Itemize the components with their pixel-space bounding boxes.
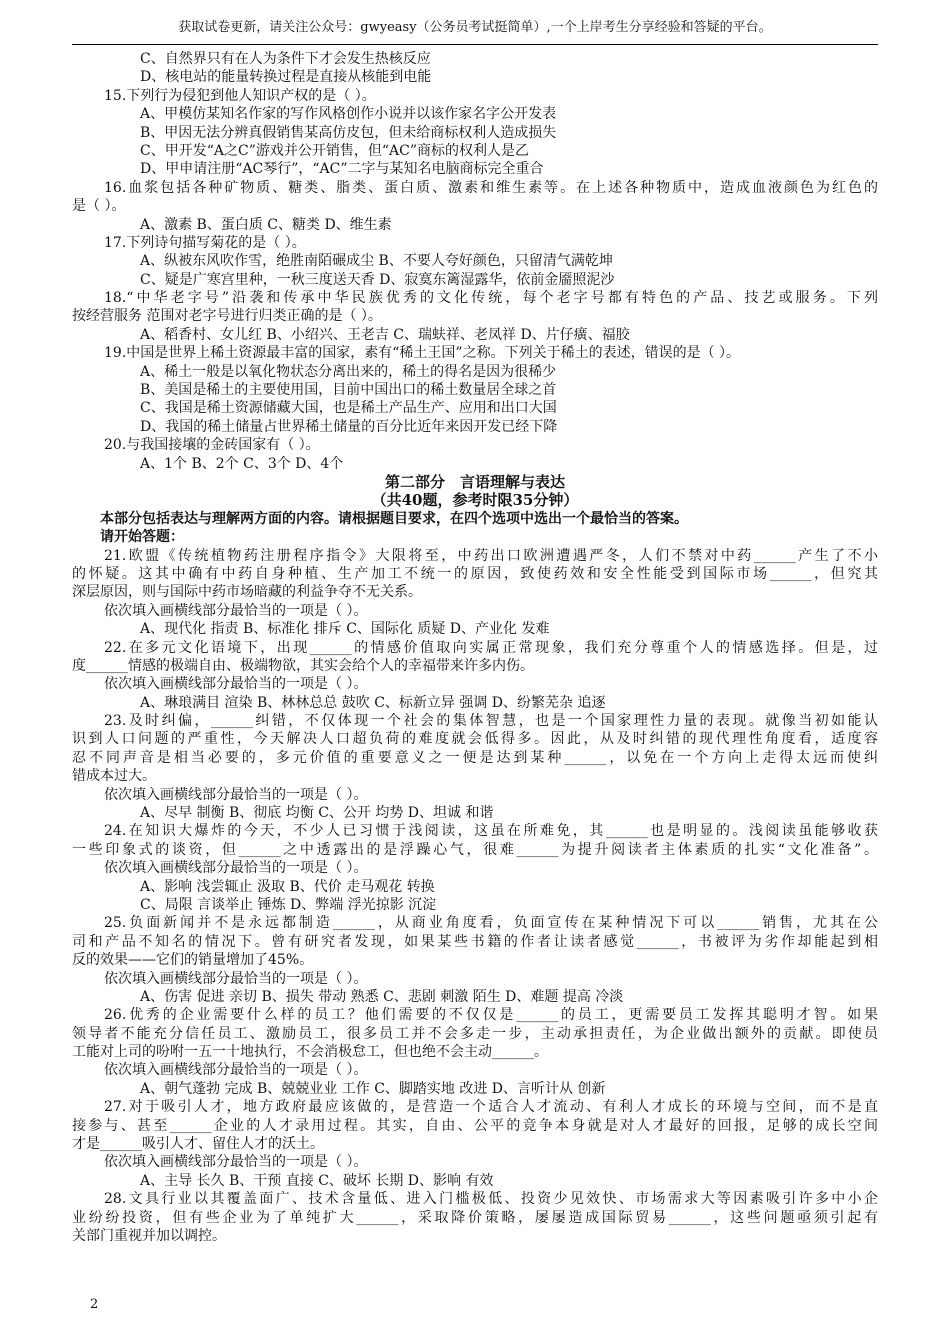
question-line: 16.血浆包括各种矿物质、糖类、脂类、蛋白质、激素和维生素等。在上述各种物质中，造成血液颜色为红色的	[104, 179, 878, 196]
question-line: 业纷纷投资，但有些企业为了单纯扩大______，采取降价策略，屡屡造成国际贸易______，这些问题亟须引起有	[72, 1209, 878, 1226]
page-content	[72, 50, 878, 1245]
text-line: C、自然界只有在人为条件下才会发生热核反应	[140, 51, 431, 67]
instruction-line: 依次填入画横线部分最恰当的一项是（ ）。	[104, 786, 368, 803]
option-line: A、影响 浅尝辄止 汲取 B、代价 走马观花 转换	[140, 878, 435, 895]
question-line: 一些印象式的谈资，但______之中透露出的是浮躁心气，很难______为提升阅读者主体素质的扎实“文化准备”。	[72, 841, 878, 858]
page-header: 获取试卷更新，请关注公众号：gwyeasy（公务员考试挺简单）,一个上岸考生分享经验和答疑的平台。	[178, 20, 772, 35]
option-line: B、甲因无法分辨真假销售某高仿皮包，但未给商标权利人造成损失	[140, 124, 557, 141]
question-line: 按经营服务 范围对老字号进行归类正确的是（ ）。	[72, 308, 382, 325]
option-line: A、甲模仿某知名作家的写作风格创作小说并以该作家名字公开发表	[140, 106, 557, 123]
question-line: 识到人口问题的严重性，今天解决人口超负荷的难度就会低得多。因此，从及时纠错的现代理性角度看，适度容	[72, 731, 878, 748]
instruction-line: 依次填入画横线部分最恰当的一项是（ ）。	[104, 1062, 368, 1079]
instruction-line: 依次填入画横线部分最恰当的一项是（ ）。	[104, 860, 368, 877]
option-line: A、朝气蓬勃 完成 B、兢兢业业 工作 C、脚踏实地 改进 D、言听计从 创新	[140, 1080, 606, 1097]
question-line: 25.负面新闻并不是永远都制造______，从商业角度看，负面宣传在某种情况下可以______销售，尤其在公	[104, 915, 878, 932]
question-line: 关部门重视并加以调控。	[72, 1228, 226, 1244]
option-line: C、甲开发“A之C”游戏并公开销售，但“AC”商标的权利人是乙	[140, 142, 529, 159]
section-subtitle: （共40题，参考时限35分钟）	[371, 491, 579, 510]
question-line: 27.对于吸引人才，地方政府最应该做的，是营造一个适合人才流动、有利人才成长的环境与空间，而不是直	[104, 1099, 878, 1116]
question-line: 忍不同声音是相当必要的，多元价值的重要意义之一便是达到某种______，以免在一个方向上走得太远而使纠	[72, 749, 878, 766]
question-line: 22.在多元文化语境下，出现______的情感价值取向实属正常现象，我们充分尊重个人的情感选择。但是，过	[104, 639, 878, 656]
option-line: C、局限 言谈举止 锤炼 D、弊端 浮光掠影 沉淀	[140, 896, 437, 913]
text-line: D、核电站的能量转换过程是直接从核能到电能	[140, 69, 432, 86]
instruction-line: 依次填入画横线部分最恰当的一项是（ ）。	[104, 1154, 368, 1171]
header-divider	[72, 44, 878, 45]
question-line: 18.“中华老字号”沿袭和传承中华民族优秀的文化传统，每个老字号都有特色的产品、技艺或服务。下列	[104, 290, 878, 307]
option-line: A、伤害 促进 亲切 B、损失 带动 熟悉 C、悲剧 刺激 陌生 D、难题 提高 冷淡	[140, 988, 624, 1005]
instruction-line: 依次填入画横线部分最恰当的一项是（ ）。	[104, 970, 368, 987]
question-line: 19.中国是世界上稀土资源最丰富的国家，素有“稀土王国”之称。下列关于稀土的表述，错误的是（ ）。	[104, 345, 741, 362]
question-line: 15.下列行为侵犯到他人知识产权的是（ ）。	[104, 87, 376, 104]
question-line: 错成本过大。	[72, 768, 156, 785]
question-line: 领导者不能充分信任员工、激励员工，很多员工并不会多走一步，主动承担责任，为企业做出额外的贡献。即使员	[72, 1025, 878, 1042]
instruction-line: 依次填入画横线部分最恰当的一项是（ ）。	[104, 676, 368, 693]
question-line: 28.文具行业以其覆盖面广、技术含量低、进入门槛极低、投资少见效快、市场需求大等因素吸引许多中小企	[104, 1191, 878, 1208]
option-line: A、1个 B、2个 C、3个 D、4个	[140, 455, 344, 472]
option-line: D、甲申请注册“AC琴行”，“AC”二字与某知名电脑商标完全重合	[140, 161, 544, 178]
question-line: 才是______吸引人才、留住人才的沃土。	[72, 1136, 324, 1153]
start-answering-label: 请开始答题：	[100, 529, 184, 546]
question-line: 26.优秀的企业需要什么样的员工？他们需要的不仅仅是______的员工，更需要员工发挥其聪明才智。如果	[104, 1007, 878, 1024]
question-line: 度______情感的极端自由、极端物欲，其实会给个人的幸福带来许多内伤。	[72, 657, 534, 674]
instruction-line: 依次填入画横线部分最恰当的一项是（ ）。	[104, 602, 368, 619]
option-line: A、琳琅满目 渲染 B、林林总总 鼓吹 C、标新立异 强调 D、纷繁芜杂 追逐	[140, 694, 606, 711]
section-title: 第二部分 言语理解与表达	[384, 472, 565, 491]
question-line: 是（ ）。	[72, 198, 126, 215]
page-number: 2	[90, 1297, 99, 1312]
option-line: A、尽早 制衡 B、彻底 均衡 C、公开 均势 D、坦诚 和谐	[140, 805, 494, 822]
question-line: 21.欧盟《传统植物药注册程序指令》大限将至，中药出口欧洲遭遇严冬，人们不禁对中药______产生了不小	[104, 547, 878, 564]
option-line: C、疑是广寒宫里种，一秋三度送天香 D、寂寞东篱湿露华，依前金靥照泥沙	[140, 271, 615, 288]
option-line: A、现代化 指责 B、标准化 排斥 C、国际化 质疑 D、产业化 发难	[140, 621, 550, 638]
option-line: A、稀土一般是以氧化物状态分离出来的，稀土的得名是因为很稀少	[140, 363, 557, 380]
question-line: 的怀疑。这其中确有中药自身种植、生产加工不统一的原因，致使药效和安全性能受到国际市场______，但究其	[72, 565, 878, 582]
question-line: 20.与我国接壤的金砖国家有（ ）。	[104, 437, 320, 454]
option-line: C、我国是稀土资源储藏大国，也是稀土产品生产、应用和出口大国	[140, 400, 557, 417]
question-line: 工能对上司的吩咐一五一十地执行，不会消极怠工，但也绝不会主动______。	[72, 1044, 548, 1061]
option-line: D、我国的稀土储量占世界稀土储量的百分比近年来因开发已经下降	[140, 418, 558, 435]
option-line: A、稻香村、女儿红 B、小绍兴、王老吉 C、瑞蚨祥、老凤祥 D、片仔癀、福胶	[140, 326, 630, 343]
question-line: 17.下列诗句描写菊花的是（ ）。	[104, 234, 306, 251]
question-line: 24.在知识大爆炸的今天，不少人已习惯于浅阅读，这虽在所难免，其______也是明显的。浅阅读虽能够收获	[104, 823, 878, 840]
question-line: 深层原因，则与国际中药市场暗藏的利益争夺不无关系。	[72, 584, 422, 601]
option-line: A、主导 长久 B、干预 直接 C、破坏 长期 D、影响 有效	[140, 1172, 494, 1189]
option-line: B、美国是稀土的主要使用国，目前中国出口的稀土数量居全球之首	[140, 382, 557, 399]
option-line: A、激素 B、蛋白质 C、糖类 D、维生素	[140, 216, 392, 233]
question-line: 司和产品不知名的情况下。曾有研究者发现，如果某些书籍的作者让读者感觉______，书被评为劣作却能起到相	[72, 933, 878, 950]
question-line: 反的效果——它们的销量增加了45%。	[72, 952, 314, 969]
question-line: 23.及时纠偏，______纠错，不仅体现一个社会的集体智慧，也是一个国家理性力量的表现。就像当初如能认	[104, 713, 878, 730]
question-line: 接参与、甚至______企业的人才录用过程。其实，自由、公平的竞争本身就是对人才最好的回报，足够的成长空间	[72, 1117, 878, 1134]
section-instructions: 本部分包括表达与理解两方面的内容。请根据题目要求，在四个选项中选出一个最恰当的答案。	[100, 510, 688, 527]
option-line: A、纵被东风吹作雪，绝胜南陌碾成尘 B、不要人夸好颜色，只留清气满乾坤	[140, 253, 613, 270]
